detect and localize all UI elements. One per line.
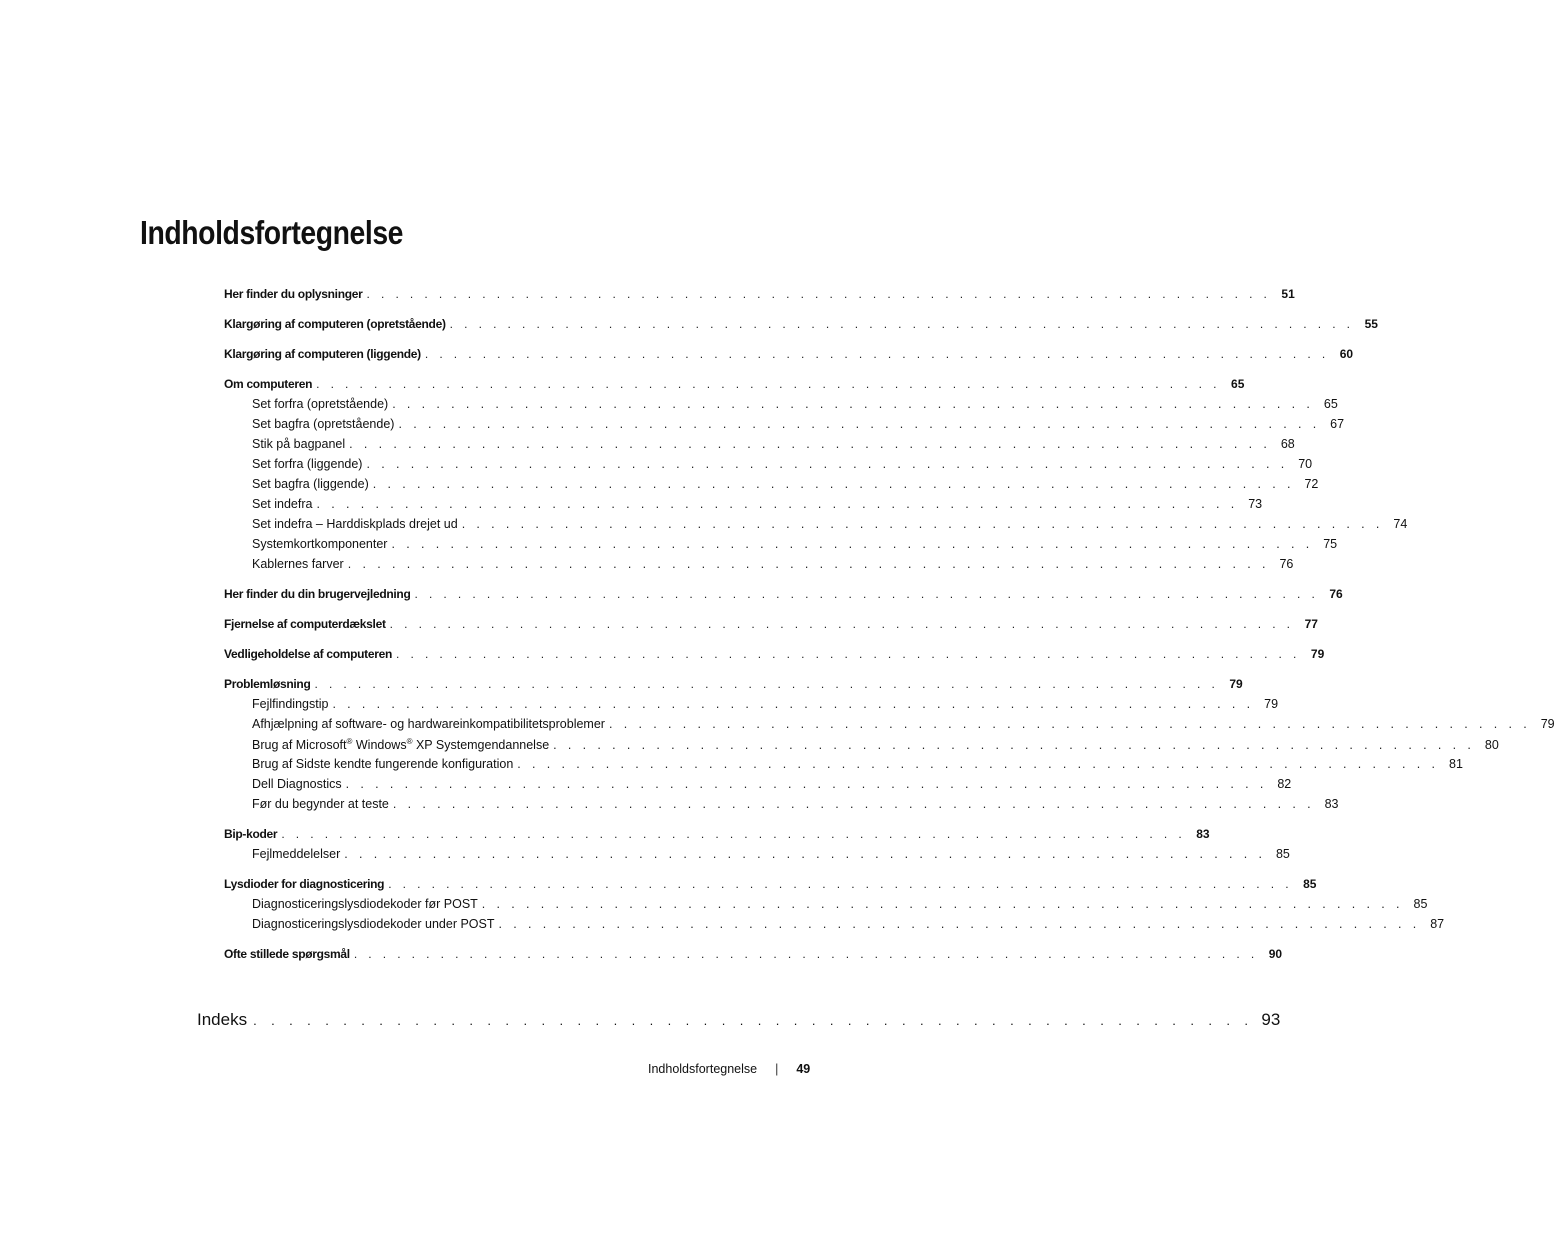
toc-spacer — [224, 867, 685, 877]
footer-section-title: Indholdsfortegnelse — [648, 1062, 758, 1076]
toc-entry-page: 85 — [1303, 877, 1317, 891]
toc-entry-page: 75 — [1323, 537, 1338, 551]
toc-index-entry[interactable] — [197, 1010, 1281, 1030]
toc-entry-label: Stik på bagpanel — [252, 437, 349, 451]
toc-entry-page: 60 — [1339, 347, 1354, 361]
toc-leader-dots: . . . . . . . . . . . . . . . . . . . . . . . . . . . . . . . . . . . . . . . . . . . . . . . . . . . . . . . . . . . . . . . — [392, 797, 1315, 811]
toc-leader-dots: . . . . . . . . . . . . . . . . . . . . . . . . . . . . . . . . . . . . . . . . . . . . . . . . . . . . . . . . . . . . . . . — [389, 617, 1294, 631]
toc-leader-dots: . . . . . . . . . . . . . . . . . . . . . . . . . . . . . . . . . . . . . . . . . . . . . . . . . . . . . . . . — [253, 1013, 1254, 1028]
toc-leader-dots: . . . . . . . . . . . . . . . . . . . . . . . . . . . . . . . . . . . . . . . . . . . . . . . . . . . . . . . . . . . . . . . — [424, 347, 1330, 361]
toc-leader-dots: . . . . . . . . . . . . . . . . . . . . . . . . . . . . . . . . . . . . . . . . . . . . . . . . . . . . . . . . . . . . . . . — [316, 377, 1221, 391]
toc-leader-dots: . . . . . . . . . . . . . . . . . . . . . . . . . . . . . . . . . . . . . . . . . . . . . . . . . . . . . . . . . . . . . . . — [388, 877, 1293, 891]
toc-section-entry[interactable] — [224, 847, 1290, 867]
toc-chapter-entry[interactable] — [224, 827, 1210, 847]
toc-entry-label: Før du begynder at teste — [252, 797, 393, 811]
toc-leader-dots: . . . . . . . . . . . . . . . . . . . . . . . . . . . . . . . . . . . . . . . . . . . . . . . . . . . . . . . . . . . . . . . — [449, 317, 1354, 331]
toc-leader-dots: . . . . . . . . . . . . . . . . . . . . . . . . . . . . . . . . . . . . . . . . . . . . . . . . . . . . . . . . . . . . . . . — [553, 738, 1475, 753]
toc-entry-page: 83 — [1324, 797, 1339, 811]
toc-entry-label: Fjernelse af computerdækslet — [224, 617, 390, 631]
toc-leader-dots: . . . . . . . . . . . . . . . . . . . . . . . . . . . . . . . . . . . . . . . . . . . . . . . . . . . . . . . . . . . . . . . — [372, 477, 1295, 491]
toc-leader-dots: . . . . . . . . . . . . . . . . . . . . . . . . . . . . . . . . . . . . . . . . . . . . . . . . . . . . . . . . . . . . . . . — [366, 287, 1271, 301]
toc-entry-page: 90 — [1268, 947, 1283, 961]
toc-entry-page: 79 — [1264, 697, 1279, 711]
toc-entry-label: Ofte stillede spørgsmål — [224, 947, 354, 961]
toc-entry-label: Bip-koder — [224, 827, 281, 841]
toc-spacer — [224, 667, 685, 677]
toc-spacer — [224, 367, 685, 377]
toc-section-entry[interactable] — [224, 557, 1294, 577]
toc-entry-page: 70 — [1298, 457, 1313, 471]
toc-leader-dots: . . . . . . . . . . . . . . . . . . . . . . . . . . . . . . . . . . . . . . . . . . . . . . . . . . . . . . . . . . . . . . . — [332, 697, 1255, 711]
toc-entry-page: 80 — [1484, 738, 1499, 753]
toc-leader-dots: . . . . . . . . . . . . . . . . . . . . . . . . . . . . . . . . . . . . . . . . . . . . . . . . . . . . . . . . . . . . . . . — [316, 497, 1239, 511]
toc-chapter-entry[interactable] — [224, 877, 1317, 897]
toc-leader-dots: . . . . . . . . . . . . . . . . . . . . . . . . . . . . . . . . . . . . . . . . . . . . . . . . . . . . . . . . . . . . . . . — [345, 777, 1268, 791]
toc-entry-label: Fejlfindingstip — [252, 697, 332, 711]
toc-entry-label: Set bagfra (opretstående) — [252, 417, 398, 431]
toc-entry-label: Lysdioder for diagnosticering — [224, 877, 388, 891]
toc-chapter-entry[interactable] — [224, 377, 1245, 397]
toc-spacer — [224, 307, 685, 317]
toc-leader-dots: . . . . . . . . . . . . . . . . . . . . . . . . . . . . . . . . . . . . . . . . . . . . . . . . . . . . . . . . . . . . . . . — [353, 947, 1259, 961]
toc-leader-dots: . . . . . . . . . . . . . . . . . . . . . . . . . . . . . . . . . . . . . . . . . . . . . . . . . . . . . . . . . . . . . . . — [498, 917, 1421, 931]
toc-leader-dots: . . . . . . . . . . . . . . . . . . . . . . . . . . . . . . . . . . . . . . . . . . . . . . . . . . . . . . . . . . . . . . . — [314, 677, 1219, 691]
toc-section-entry[interactable] — [224, 797, 1339, 817]
toc-section-entry[interactable] — [224, 457, 1313, 477]
toc-chapter-entry[interactable] — [224, 287, 1295, 307]
toc-section-entry[interactable] — [224, 417, 1345, 437]
toc-section-entry[interactable] — [224, 477, 1319, 497]
toc-entry-label: Set forfra (opretstående) — [252, 397, 392, 411]
toc-entry-page: 65 — [1231, 377, 1245, 391]
toc-chapter-entry[interactable] — [224, 347, 1354, 367]
toc-entry-label: Brug af Microsoft® Windows® XP Systemgendannelse — [252, 737, 553, 752]
toc-section-entry[interactable] — [224, 537, 1338, 557]
toc-entry-page: 85 — [1413, 897, 1428, 911]
toc-leader-dots: . . . . . . . . . . . . . . . . . . . . . . . . . . . . . . . . . . . . . . . . . . . . . . . . . . . . . . . . . . . . . . . — [517, 757, 1439, 771]
toc-entry-label: Brug af Sidste kendte fungerende konfiguration — [252, 757, 517, 771]
toc-spacer — [224, 817, 685, 827]
toc-entry-page: 55 — [1364, 317, 1378, 331]
toc-entry-label: Om computeren — [224, 377, 316, 391]
toc-spacer — [224, 637, 685, 647]
toc-spacer — [224, 337, 685, 347]
toc-entry-label: Vedligeholdelse af computeren — [224, 647, 396, 661]
toc-entry-page: 76 — [1329, 587, 1343, 601]
toc-entry-label: Diagnosticeringslysdiodekoder under POST — [252, 917, 499, 931]
toc-section-entry[interactable] — [224, 737, 1499, 757]
toc-leader-dots: . . . . . . . . . . . . . . . . . . . . . . . . . . . . . . . . . . . . . . . . . . . . . . . . . . . . . . . . . . . . . . . — [461, 517, 1384, 531]
toc-chapter-entry[interactable] — [224, 647, 1325, 667]
toc-section-entry[interactable] — [224, 917, 1445, 937]
toc-section-entry[interactable] — [224, 757, 1463, 777]
toc-entry-page: 67 — [1330, 417, 1345, 431]
toc-leader-dots: . . . . . . . . . . . . . . . . . . . . . . . . . . . . . . . . . . . . . . . . . . . . . . . . . . . . . . . . . . . . . . . — [366, 457, 1289, 471]
toc-entry-page: 87 — [1430, 917, 1445, 931]
toc-section-entry[interactable] — [224, 717, 1555, 737]
toc-index-page: 93 — [1261, 1010, 1281, 1029]
toc-section-entry[interactable] — [224, 777, 1292, 797]
toc-entry-label: Fejlmeddelelser — [252, 847, 344, 861]
toc-leader-dots: . . . . . . . . . . . . . . . . . . . . . . . . . . . . . . . . . . . . . . . . . . . . . . . . . . . . . . . . . . . . . . . — [344, 847, 1266, 861]
toc-entry-page: 77 — [1304, 617, 1318, 631]
toc-leader-dots: . . . . . . . . . . . . . . . . . . . . . . . . . . . . . . . . . . . . . . . . . . . . . . . . . . . . . . . . . . . . . . . — [414, 587, 1319, 601]
toc-leader-dots: . . . . . . . . . . . . . . . . . . . . . . . . . . . . . . . . . . . . . . . . . . . . . . . . . . . . . . . . . . . . . . . — [398, 417, 1321, 431]
toc-entry-page: 68 — [1280, 437, 1295, 451]
toc-entry-label: Problemløsning — [224, 677, 314, 691]
toc-entry-page: 65 — [1323, 397, 1338, 411]
toc-entry-page: 85 — [1275, 847, 1290, 861]
toc-leader-dots: . . . . . . . . . . . . . . . . . . . . . . . . . . . . . . . . . . . . . . . . . . . . . . . . . . . . . . . . . . . . . . . — [481, 897, 1404, 911]
toc-chapter-entry[interactable] — [224, 617, 1318, 637]
toc-entry-label: Her finder du din brugervejledning — [224, 587, 414, 601]
page-footer — [648, 1062, 810, 1076]
toc-entry-label: Her finder du oplysninger — [224, 287, 367, 301]
toc-entry-page: 79 — [1540, 717, 1555, 731]
toc-entry-page: 73 — [1248, 497, 1263, 511]
footer-page-number: 49 — [796, 1062, 811, 1076]
toc-chapter-entry[interactable] — [224, 677, 1243, 697]
toc-leader-dots: . . . . . . . . . . . . . . . . . . . . . . . . . . . . . . . . . . . . . . . . . . . . . . . . . . . . . . . . . . . . . . . — [281, 827, 1186, 841]
toc-leader-dots: . . . . . . . . . . . . . . . . . . . . . . . . . . . . . . . . . . . . . . . . . . . . . . . . . . . . . . . . . . . . . . . — [349, 437, 1271, 451]
toc-entry-label: Dell Diagnostics — [252, 777, 346, 791]
toc-entry-page: 51 — [1281, 287, 1295, 301]
toc-spacer — [224, 607, 685, 617]
toc-entry-label: Set forfra (liggende) — [252, 457, 366, 471]
toc-entry-label: Set indefra – Harddiskplads drejet ud — [252, 517, 462, 531]
footer-separator: | — [775, 1062, 779, 1076]
toc-chapter-entry[interactable] — [224, 947, 1283, 967]
toc-chapter-entry[interactable] — [224, 317, 1378, 337]
toc-entry-label: Set bagfra (liggende) — [252, 477, 373, 491]
toc-chapter-entry[interactable] — [224, 587, 1343, 607]
toc-entry-label: Klargøring af computeren (liggende) — [224, 347, 425, 361]
toc-section-entry[interactable] — [224, 437, 1295, 457]
toc-entry-page: 82 — [1277, 777, 1292, 791]
toc-spacer — [224, 577, 685, 587]
toc-index-label: Indeks — [197, 1010, 248, 1029]
table-of-contents — [224, 287, 1555, 967]
toc-leader-dots: . . . . . . . . . . . . . . . . . . . . . . . . . . . . . . . . . . . . . . . . . . . . . . . . . . . . . . . . . . . . . . . — [392, 397, 1314, 411]
toc-entry-page: 72 — [1304, 477, 1319, 491]
toc-leader-dots: . . . . . . . . . . . . . . . . . . . . . . . . . . . . . . . . . . . . . . . . . . . . . . . . . . . . . . . . . . . . . . . — [396, 647, 1301, 661]
toc-entry-label: Klargøring af computeren (opretstående) — [224, 317, 450, 331]
toc-entry-label: Set indefra — [252, 497, 316, 511]
toc-entry-page: 83 — [1196, 827, 1210, 841]
toc-section-entry[interactable] — [224, 497, 1263, 517]
toc-entry-label: Systemkortkomponenter — [252, 537, 391, 551]
page-title: Indholdsfortegnelse — [140, 214, 404, 251]
toc-entry-page: 76 — [1279, 557, 1294, 571]
toc-section-entry[interactable] — [224, 397, 1338, 417]
toc-leader-dots: . . . . . . . . . . . . . . . . . . . . . . . . . . . . . . . . . . . . . . . . . . . . . . . . . . . . . . . . . . . . . . . — [608, 717, 1531, 731]
toc-entry-page: 79 — [1229, 677, 1243, 691]
toc-leader-dots: . . . . . . . . . . . . . . . . . . . . . . . . . . . . . . . . . . . . . . . . . . . . . . . . . . . . . . . . . . . . . . . — [391, 537, 1314, 551]
toc-entry-page: 79 — [1310, 647, 1325, 661]
toc-entry-label: Afhjælpning af software- og hardwareinkompatibilitetsproblemer — [252, 717, 609, 731]
toc-entry-page: 74 — [1393, 517, 1408, 531]
toc-section-entry[interactable] — [224, 517, 1408, 537]
toc-leader-dots: . . . . . . . . . . . . . . . . . . . . . . . . . . . . . . . . . . . . . . . . . . . . . . . . . . . . . . . . . . . . . . . — [347, 557, 1270, 571]
toc-entry-label: Diagnosticeringslysdiodekoder før POST — [252, 897, 482, 911]
toc-entry-label: Kablernes farver — [252, 557, 348, 571]
toc-spacer — [224, 937, 685, 947]
toc-section-entry[interactable] — [224, 897, 1428, 917]
toc-section-entry[interactable] — [224, 697, 1279, 717]
toc-entry-page: 81 — [1449, 757, 1463, 771]
